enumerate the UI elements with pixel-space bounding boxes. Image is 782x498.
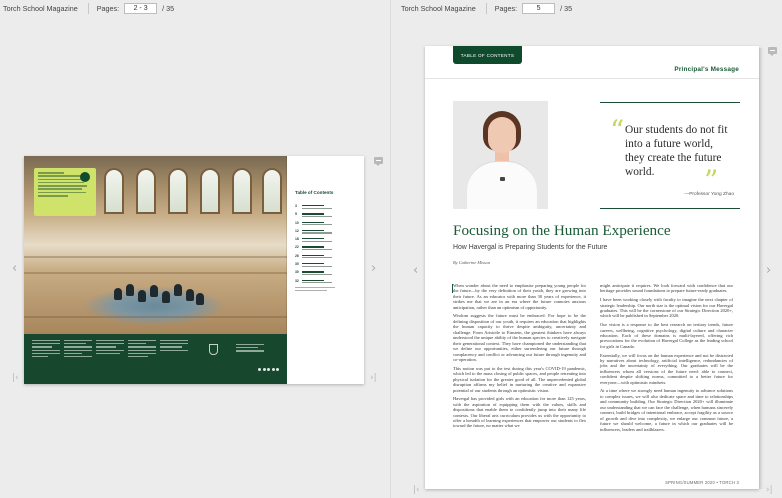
next-page-icon[interactable]: › (766, 263, 772, 278)
right-toolbar (391, 0, 782, 16)
toc-footnote (295, 287, 356, 290)
article-column-1 (453, 283, 586, 432)
floor-line (24, 272, 287, 274)
pages-label: Pages: (494, 3, 518, 13)
quote-attribution: —Professor Yong Zhao (684, 192, 734, 197)
student (162, 291, 170, 303)
paragraph: Our vision is a response to the best research on tertiary trends, future careers, wellbeing, cognitive psychology, digital culture and character education. Each of these domains is multi-layered, offering rich provocations for the evolution of Havergal College as the leading school for girls in Canada. (600, 322, 733, 349)
section-label: Principal's Message (674, 66, 739, 73)
toc-entry[interactable]: 30 (295, 262, 356, 267)
school-crest-icon (209, 344, 218, 355)
section-divider (425, 78, 759, 79)
article-column-2 (600, 283, 733, 435)
toolbar-divider (486, 3, 487, 14)
total-pages: / 35 (162, 3, 175, 13)
table-of-contents-tab[interactable]: TABLE OF CONTENTS (453, 46, 522, 64)
window (200, 168, 220, 214)
magazine-title: Torch School Magazine (401, 3, 476, 13)
student (138, 290, 146, 302)
window (104, 168, 124, 214)
pages-input[interactable] (522, 3, 555, 14)
paragraph: This notion was put to the test during this year's COVID-19 pandemic, which led to the mass closing of public spaces, and people retreating into physical isolation for the greater good of all. The unprecedented global disruption affirms my belief in nurturing the creative and expansive potential of our students through an optimistic vision. (453, 365, 586, 393)
toc-entry[interactable]: 32 (295, 279, 356, 284)
window (232, 168, 252, 214)
window (262, 168, 282, 214)
paragraph: At a time where we strongly need human ingenuity to advance solutions to complex issues, we will also dedicate space and time to relationships and community building. Our Strategic Direction 2020+ will illuminate our understanding that we can face the challenge, when humans sincerely connect, build bridges of intentional embrace, accept fragility as a source of growth and dive into complexity, we enlarge our common future, a future we should welcome, a future in which our graduates will be influencers, leaders and trailblazers. (600, 388, 733, 432)
toc-entry[interactable]: 5 (295, 212, 356, 217)
toc-entry[interactable]: 10 (295, 221, 356, 226)
article-headline: Focusing on the Human Experience (453, 222, 671, 239)
magazine-page[interactable] (425, 46, 759, 489)
toolbar-divider (88, 3, 89, 14)
left-toolbar (0, 0, 390, 16)
students-group (114, 282, 204, 306)
student (114, 288, 122, 300)
window (136, 168, 156, 214)
toc-entry[interactable]: 26 (295, 254, 356, 259)
paragraph: When wonder about the need to emphasise preparing young people for the future—by the very definition of their youth, they are growing into their future. As an educator with more than 30 years of experience, it strikes me that we are in an era where the future connotes anxious anticipation, rather than an optimism of opportunity. (453, 283, 586, 310)
principal-portrait (453, 101, 548, 209)
paragraph: might anticipate it requires. We look forward with confidence that our heritage provides sound foundations to prepare future-ready graduates. (600, 283, 733, 294)
decorative-dot (80, 172, 90, 182)
students-photo (24, 156, 287, 334)
open-quote-icon: “ (610, 114, 625, 147)
magazine-title: Torch School Magazine (3, 3, 78, 13)
student (196, 293, 204, 305)
paragraph: Havergal has provided girls with an education for more than 125 years, with the aspiration of equipping them with the values, skills and dispositions that enable them to confidently jump into their many life contexts. Our liberal arts curriculum provides us with the opportunity to offer a breadth of learning experiences that empower our students to flex toward the future, no matter what we (453, 396, 586, 429)
student (174, 284, 182, 296)
toc-entry[interactable]: 3 (295, 204, 356, 209)
first-page-icon[interactable]: |‹ (413, 485, 420, 495)
student (126, 284, 134, 296)
comment-icon[interactable] (374, 157, 383, 164)
last-page-icon[interactable]: ›| (370, 373, 377, 383)
toc-heading: Table of Contents (295, 190, 334, 195)
toc-entry[interactable]: 12 (295, 229, 356, 234)
student (186, 289, 194, 301)
toc-entry[interactable]: 22 (295, 245, 356, 250)
magazine-spread[interactable] (24, 156, 364, 384)
article-byline: By Catherine Misson (453, 260, 491, 265)
page-footer: SPRING/SUMMER 2020 • TORCH 3 (665, 480, 739, 485)
paragraph: Essentially, we will focus on the human experience and not be distracted by narratives about technology, artificial intelligence, redundancies of jobs and the uncertainty of everything. Our graduates will be the influencers whom all versions of the future need: able to connect, confident despite shifting norms, committed to a better future for everyone—with optimistic mindsets. (600, 352, 733, 385)
comment-icon[interactable] (768, 47, 777, 54)
toc-panel (287, 156, 364, 384)
total-pages: / 35 (560, 3, 573, 13)
spread-footer (24, 334, 287, 384)
quote-text: Our students do not fit into a future world, they create the future world. (625, 124, 728, 178)
prev-page-icon[interactable]: ‹ (12, 261, 18, 276)
pages-input[interactable] (124, 3, 157, 14)
prev-page-icon[interactable]: ‹ (413, 263, 419, 278)
floor-line (24, 256, 287, 258)
first-page-icon[interactable]: |‹ (12, 373, 19, 383)
article-subheadline: How Havergal is Preparing Students for the Future (453, 244, 608, 251)
paragraph: Wisdom suggests the future must be embraced. For hope to be the defining disposition of our youth, it requires an education that highlights the human capacity to thrive despite ambiguity, uncertainty and challenge. From Aristotle to Einstein, the greatest thinkers have always understood the unique ability of the human species to creatively navigate their generational context. They have championed the understanding that we define our opportunities, either surrendering our future through complacency and conflict or advancing our future through ingenuity and co-operation. (453, 313, 586, 363)
next-page-icon[interactable]: › (371, 261, 377, 276)
toc-entry[interactable]: 18 (295, 237, 356, 242)
window (168, 168, 188, 214)
social-icons (258, 368, 279, 371)
pages-label: Pages: (96, 3, 120, 13)
student (150, 285, 158, 297)
pull-quote (600, 102, 740, 209)
close-quote-icon: ” (704, 164, 719, 197)
last-page-icon[interactable]: ›| (766, 485, 773, 495)
floor-line (24, 316, 287, 318)
toc-entry[interactable]: 30 (295, 270, 356, 275)
paragraph: I have been working closely with faculty to imagine the next chapter of strategic leadership. Our north star is the optimal vision for our Havergal graduates. This will be the cornerstone of our Strategic Direction 2020+, which will be published in September 2020. (600, 297, 733, 319)
page-edge (759, 48, 764, 489)
